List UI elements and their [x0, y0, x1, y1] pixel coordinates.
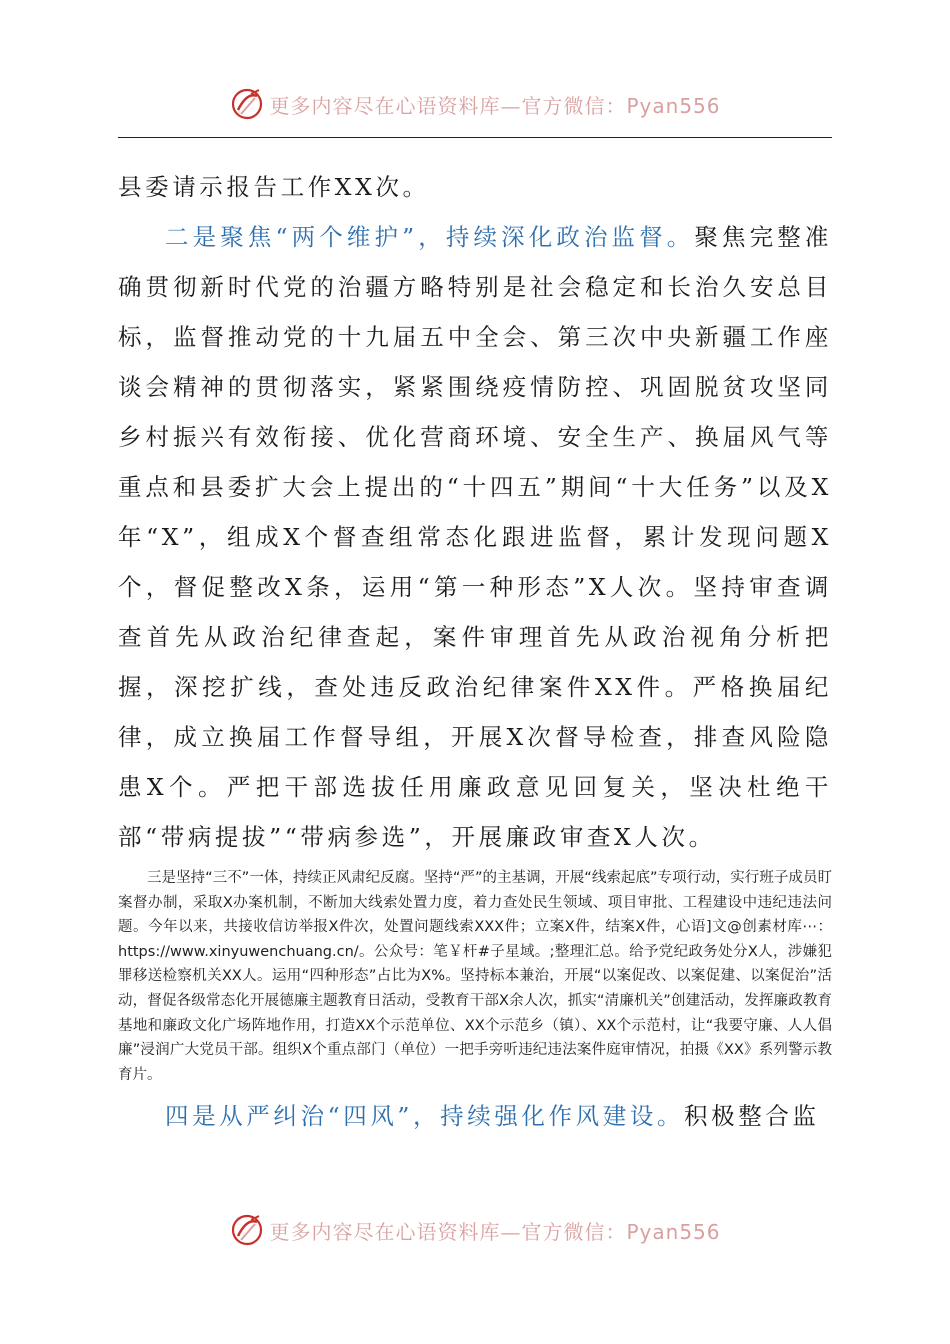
watermark-logo-icon [229, 86, 265, 122]
footer-watermark-text: 更多内容尽在心语资料库—官方微信： [269, 1219, 627, 1244]
paragraph-anti-corruption: 三是坚持“三不”一体，持续正风肃纪反腐。坚持“严”的主基调，开展“线索起底”专项行动，实行班子成员盯案督办制，采取X办案机制，不断加大线索处置力度，着力查处民生领域、项目审批、工程建设中违纪违法问题。今年以来，共接收信访举报X件次，处置问题线索XXX件；立案X件，结案X件，心语]文@创素材库⋯：https://www.xinyuwenchuang.cn/。公众号：笔￥杆#子星域。;整理汇总。给予党纪政务处分X人，涉嫌犯罪移送检察机关XX人。运用“四种形态”占比为X%。坚持标本兼治，开展“以案促改、以案促建、以案促治”活动，督促各级常态化开展德廉主题教育日活动，受教育干部X余人次，抓实“清廉机关”创建活动，发挥廉政教育基地和廉政文化广场阵地作用，打造XX个示范单位、XX个示范乡（镇）、XX个示范村，让“我要守廉、人人倡廉”浸润广大党员干部。组织X个重点部门（单位）一把手旁听违纪违法案件庭审情况，拍摄《XX》系列警示教育片。 [118, 870, 832, 1083]
paragraph-political-supervision [118, 212, 832, 862]
header-watermark-id: Pyan556 [626, 93, 721, 118]
footer-watermark [0, 1210, 950, 1250]
document-body [118, 162, 832, 1141]
text-work-style: 积极整合监 [684, 1102, 820, 1131]
paragraph-continuation: 县委请示报告工作XX次。 [118, 173, 430, 201]
heading-work-style: 四是从严纠治“四风”，持续强化作风建设。 [165, 1102, 685, 1131]
header-watermark [0, 84, 950, 124]
heading-political-supervision: 二是聚焦“两个维护”，持续深化政治监督。 [165, 223, 695, 251]
header-rule [118, 137, 832, 138]
footer-watermark-id: Pyan556 [626, 1219, 721, 1244]
text-political-supervision: 聚焦完整准确贯彻新时代党的治疆方略特别是社会稳定和长治久安总目标，监督推动党的十九届五中全会、第三次中央新疆工作座谈会精神的贯彻落实，紧紧围绕疫情防控、巩固脱贫攻坚同乡村振兴有效衔接、优化营商环境、安全生产、换届风气等重点和县委扩大会上提出的“十四五”期间“十大任务”以及X年“X”，组成X个督查组常态化跟进监督，累计发现问题X个，督促整改X条，运用“第一种形态”X人次。坚持审查调查首先从政治纪律查起，案件审理首先从政治视角分析把握，深挖扩线，查处违反政治纪律案件XX件。严格换届纪律，成立换届工作督导组，开展X次督导检查，排查风险隐患X个。严把干部选拔任用廉政意见回复关，坚决杜绝干部“带病提拔”“带病参选”，开展廉政审查X人次。 [118, 223, 832, 851]
header-watermark-text: 更多内容尽在心语资料库—官方微信： [269, 93, 627, 118]
watermark-logo-icon [229, 1212, 265, 1248]
paragraph-work-style [118, 1091, 832, 1141]
